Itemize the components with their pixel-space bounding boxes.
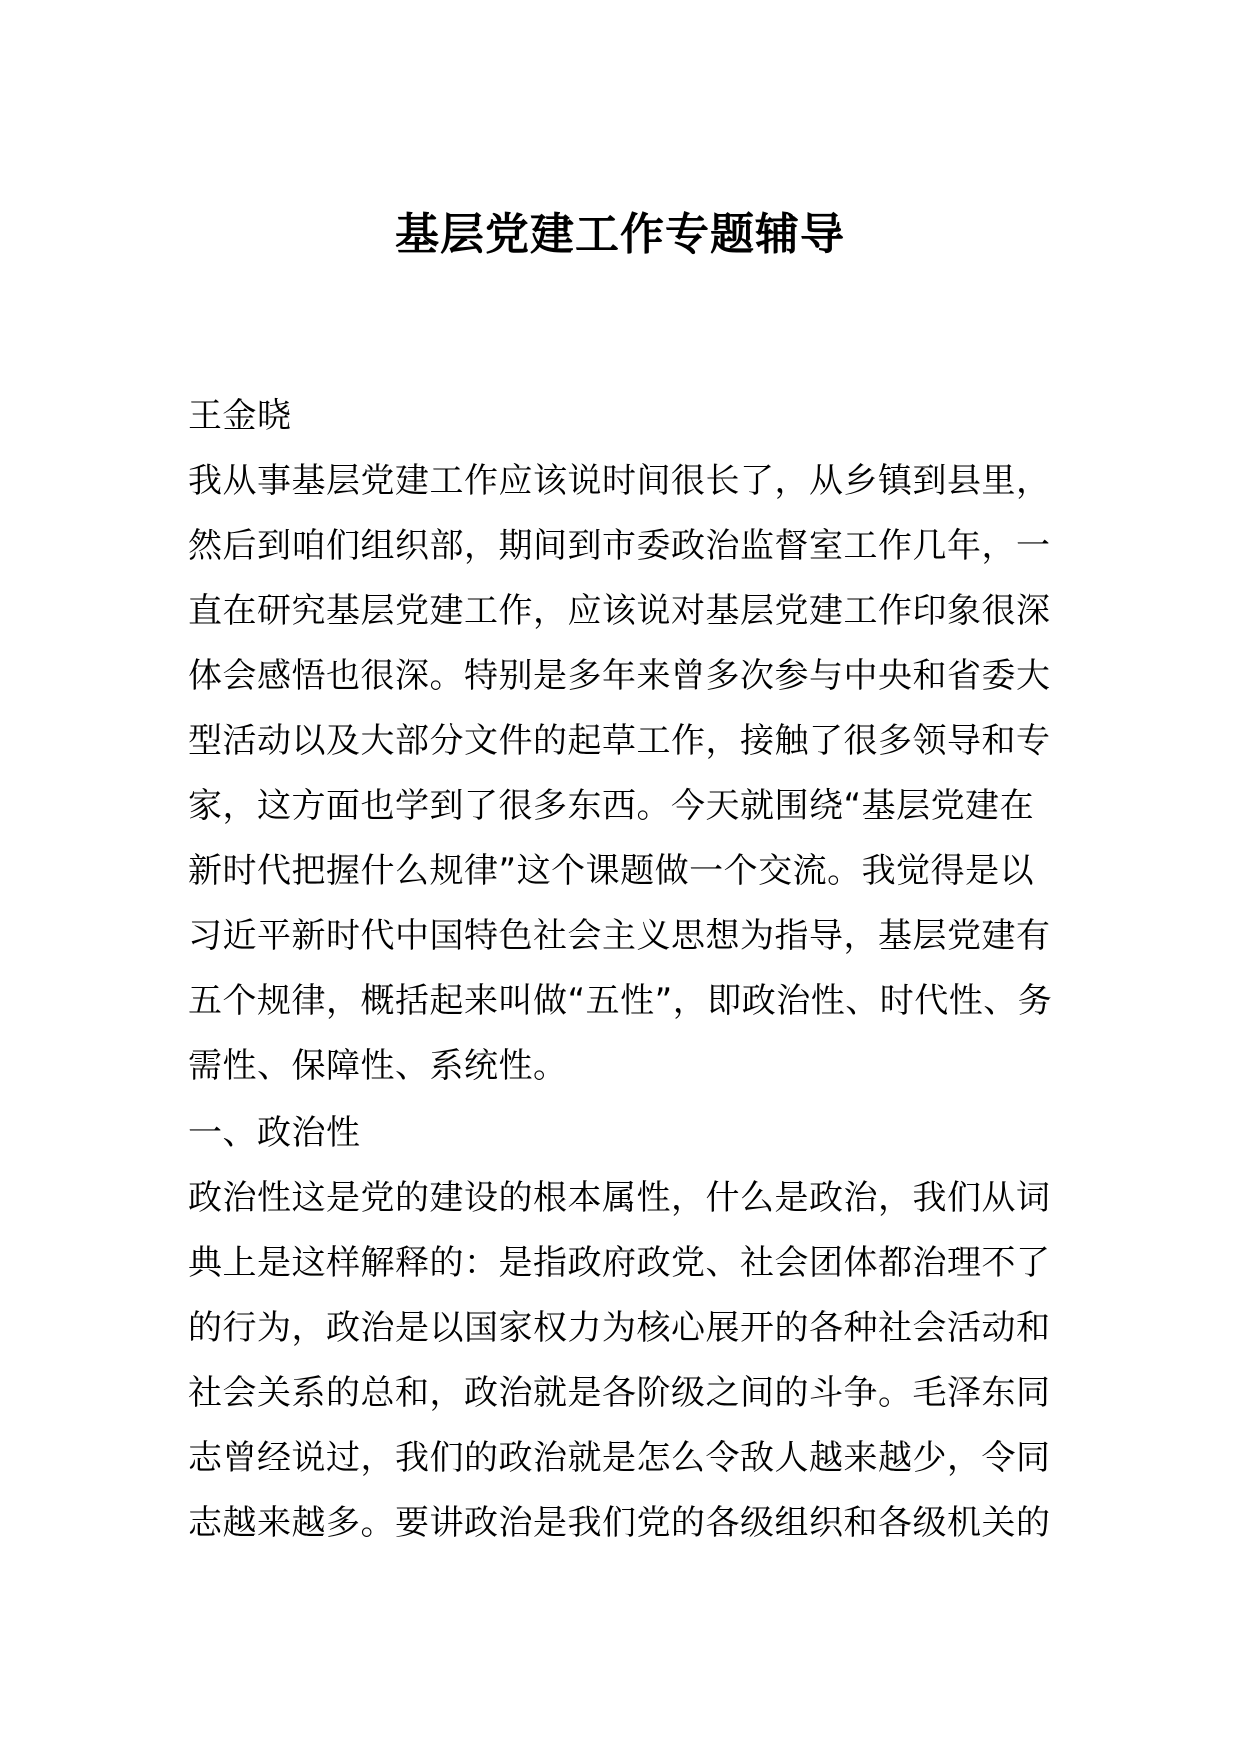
- body-paragraph: 我从事基层党建工作应该说时间很长了，从乡镇到县里，然后到咱们组织部，期间到市委政治监督室工作几年，一直在研究基层党建工作，应该说对基层党建工作印象很深体会感悟也很深。特别是多年来曾多次参与中央和省委大型活动以及大部分文件的起草工作，接触了很多领导和专家，这方面也学到了很多东西。今天就围绕“基层党建在新时代把握什么规律”这个课题做一个交流。我觉得是以习近平新时代中国特色社会主义思想为指导，基层党建有五个规律，概括起来叫做“五性”，即政治性、时代性、务需性、保障性、系统性。: [188, 461, 1053, 1086]
- body-paragraph: 政治性这是党的建设的根本属性，什么是政治，我们从词典上是这样解释的：是指政府政党、社会团体都治理不了的行为，政治是以国家权力为核心展开的各种社会活动和社会关系的总和，政治就是各阶级之间的斗争。毛泽东同志曾经说过，我们的政治就是怎么令敌人越来越少，令同志越来越多。要讲政治是我们党的各级组织和各级机关的: [188, 1178, 1051, 1543]
- document-title: 基层党建工作专题辅导: [395, 209, 845, 260]
- author-name: 王金晓: [188, 396, 292, 436]
- section-heading: 一、政治性: [188, 1113, 361, 1153]
